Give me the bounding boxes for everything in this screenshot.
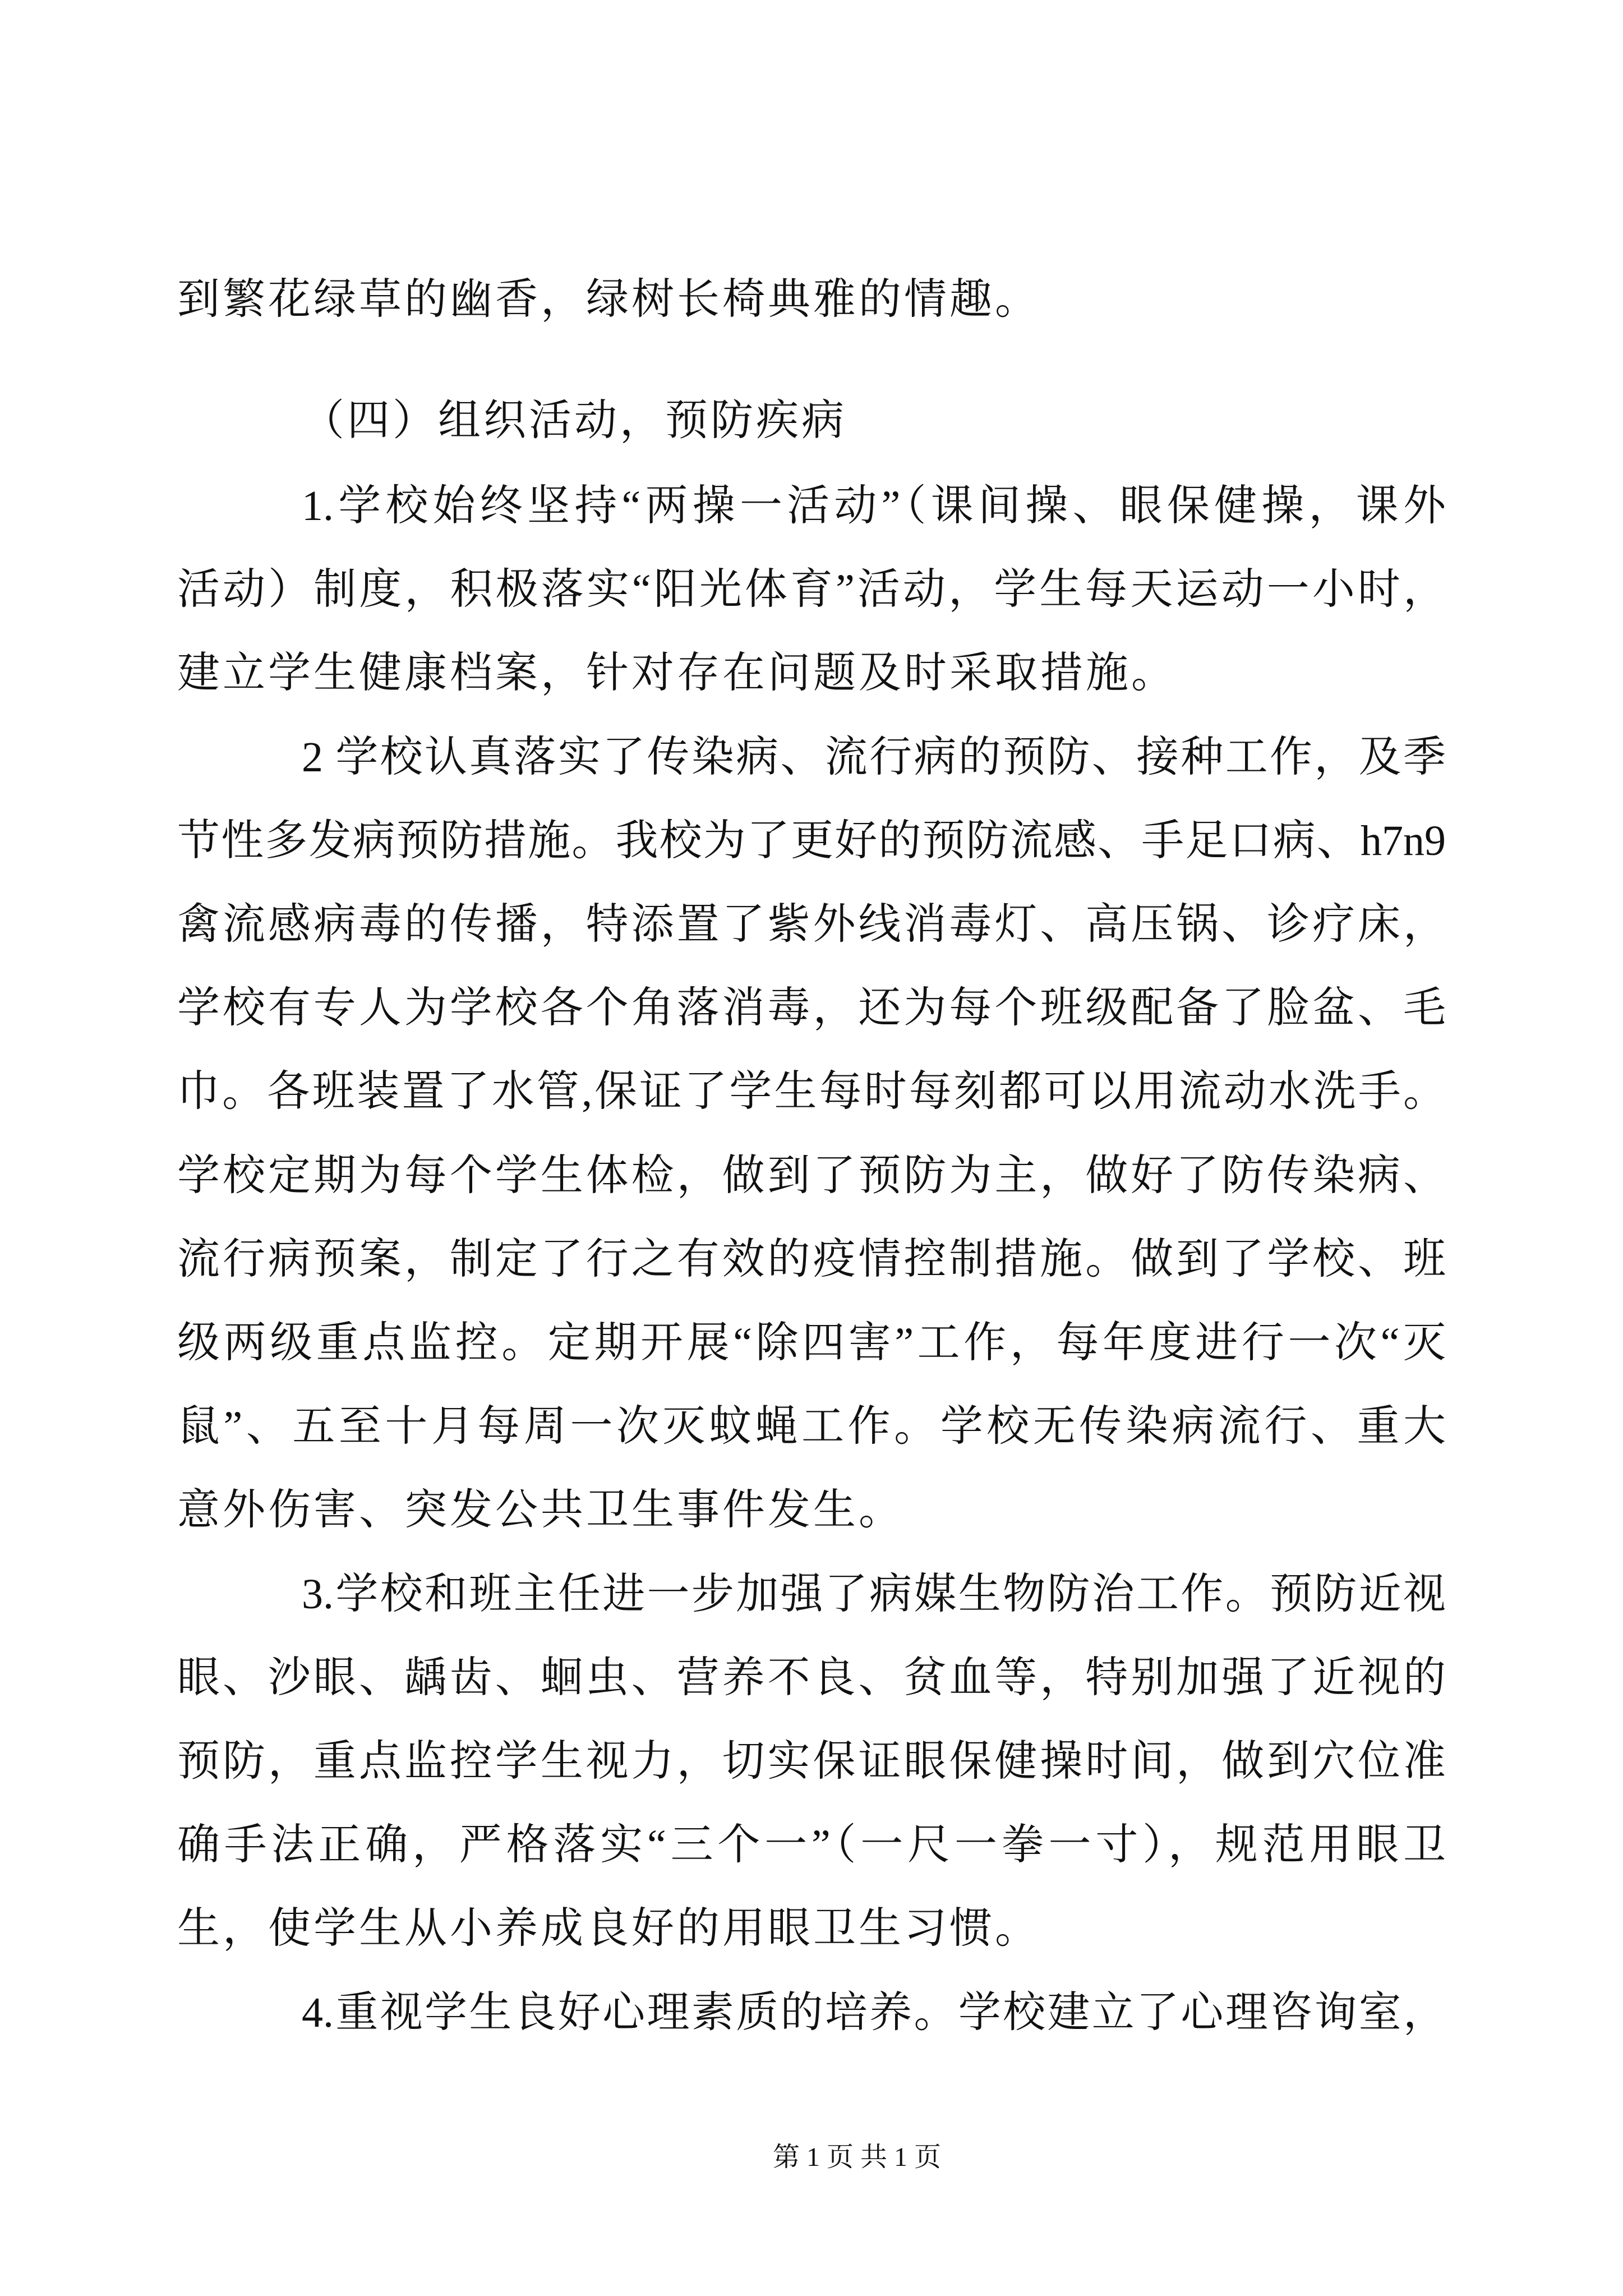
body-text-line: 鼠”、五至十月每周一次灭蚊蝇工作。学校无传染病流行、重大 xyxy=(177,1403,1446,1450)
body-text-line: 确手法正确，严格落实“三个一”（一尺一拳一寸），规范用眼卫 xyxy=(177,1821,1446,1869)
body-text-line: 活动）制度，积极落实“阳光体育”活动，学生每天运动一小时， xyxy=(177,566,1446,613)
page-footer: 第 1 页 共 1 页 xyxy=(772,2142,941,2172)
body-text-line: 学校定期为每个学生体检，做到了预防为主，做好了防传染病、 xyxy=(177,1152,1446,1199)
body-text-line: 禽流感病毒的传播，特添置了紫外线消毒灯、高压锅、诊疗床， xyxy=(177,901,1446,948)
body-text-line: 4.重视学生良好心理素质的培养。学校建立了心理咨询室， xyxy=(302,1989,1446,2036)
body-text-line: 2 学校认真落实了传染病、流行病的预防、接种工作，及季 xyxy=(302,734,1446,781)
body-text-line: 3.学校和班主任进一步加强了病媒生物防治工作。预防近视 xyxy=(302,1571,1446,1618)
body-text-line: 巾。各班装置了水管,保证了学生每时每刻都可以用流动水洗手。 xyxy=(177,1068,1446,1115)
body-text-line: 级两级重点监控。定期开展“除四害”工作，每年度进行一次“灭 xyxy=(177,1319,1446,1366)
body-text-line: 节性多发病预防措施。我校为了更好的预防流感、手足口病、h7n9 xyxy=(177,817,1446,864)
body-text-line: 1.学校始终坚持“两操一活动”（课间操、眼保健操，课外 xyxy=(302,482,1446,530)
section-heading: （四）组织活动，预防疾病 xyxy=(302,397,847,444)
body-text-line: 流行病预案，制定了行之有效的疫情控制措施。做到了学校、班 xyxy=(177,1236,1446,1283)
body-text-line: 意外伤害、突发公共卫生事件发生。 xyxy=(177,1487,904,1534)
body-text-line: 生，使学生从小养成良好的用眼卫生习惯。 xyxy=(177,1905,1040,1952)
body-text-line: 预防，重点监控学生视力，切实保证眼保健操时间，做到穴位准 xyxy=(177,1738,1446,1785)
body-text-line: 眼、沙眼、龋齿、蛔虫、营养不良、贫血等，特别加强了近视的 xyxy=(177,1654,1446,1701)
body-text-line: 建立学生健康档案，针对存在问题及时采取措施。 xyxy=(177,650,1177,697)
body-text-line: 到繁花绿草的幽香，绿树长椅典雅的情趣。 xyxy=(177,276,1040,323)
body-text-line: 学校有专人为学校各个角落消毒，还为每个班级配备了脸盆、毛 xyxy=(177,984,1446,1032)
